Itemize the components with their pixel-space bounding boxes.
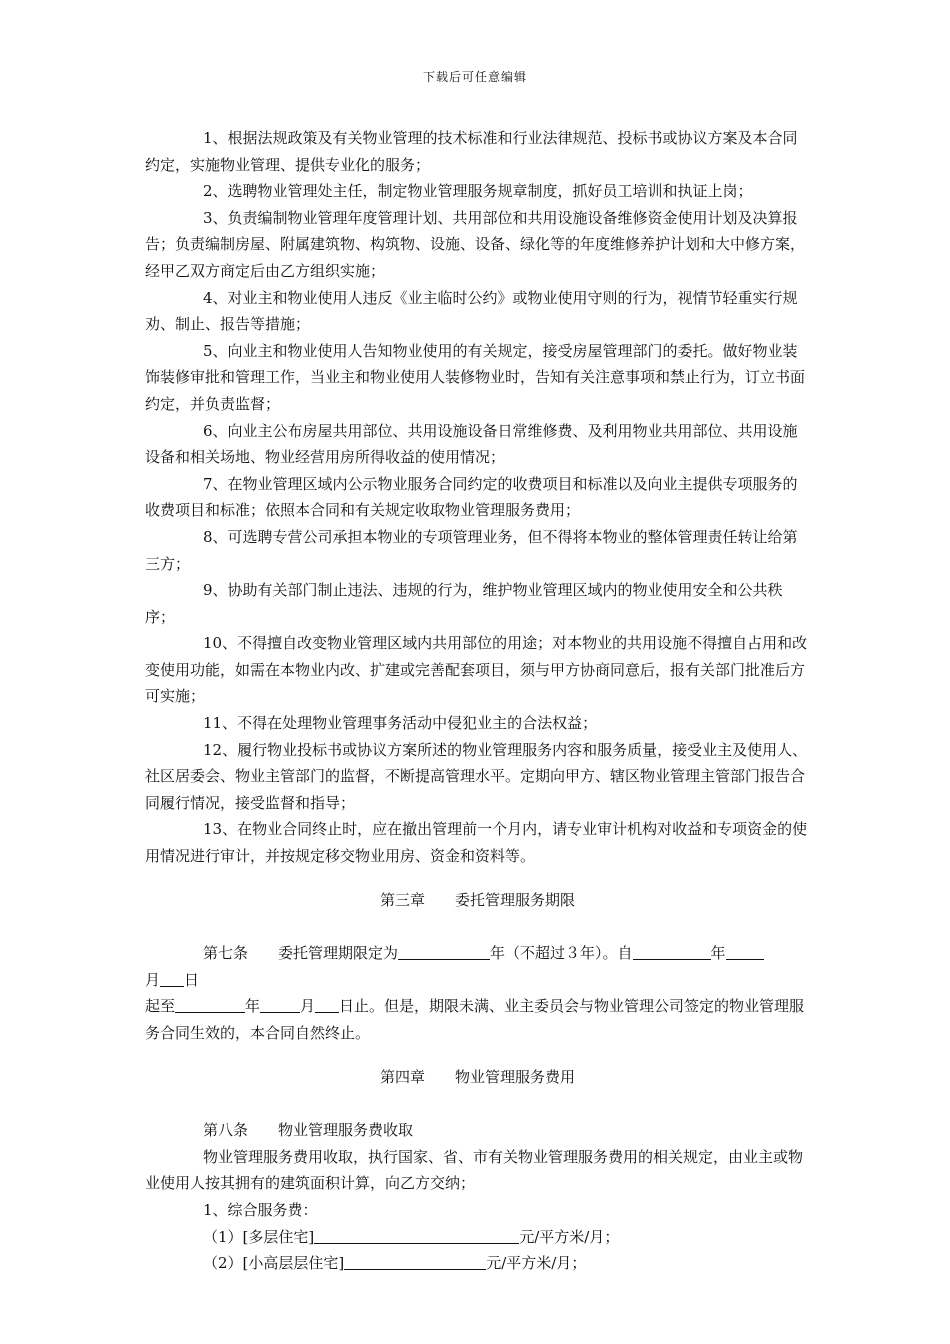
article-7-text: 日止。但是，期限未满、业主委员会与物业管理公司签定的物业管理服务合同生效的，本合同自然终止。 — [145, 997, 805, 1042]
start-day-blank[interactable] — [160, 971, 184, 987]
article-7-text: 年 — [245, 997, 261, 1016]
multistory-fee-blank[interactable] — [314, 1228, 519, 1244]
article-7-text: 月 — [145, 970, 161, 989]
article-7-text: 年 — [710, 944, 726, 963]
chapter-3-title: 第三章 委托管理服务期限 — [379, 890, 575, 909]
list-item: 12、履行物业投标书或协议方案所述的物业管理服务内容和服务质量，接受业主及使用人、社区居委会、物业主管部门的监督，不断提高管理水平。定期向甲方、辖区物业管理主管部门报告合同履行情况，接受监督和指导； — [145, 740, 808, 812]
article-7 — [145, 940, 810, 967]
fee-label: （1）[多层住宅] — [203, 1227, 315, 1246]
end-year-blank[interactable] — [175, 997, 245, 1013]
article-8-body: 物业管理服务费用收取，执行国家、省、市有关物业管理服务费用的相关规定，由业主或物业使用人按其拥有的建筑面积计算，向乙方交纳； — [145, 1147, 804, 1193]
end-day-blank[interactable] — [315, 997, 339, 1013]
article-7-head: 第七条 委托管理期限定为 — [203, 944, 399, 963]
fee-unit: 元/平方米/月； — [519, 1227, 620, 1246]
article-7-text: 年（不超过３年）。自 — [490, 944, 633, 963]
article-7-text: 日 — [184, 970, 200, 989]
start-month-blank-line[interactable] — [726, 944, 764, 960]
list-item: 8、可选聘专营公司承担本物业的专项管理业务，但不得将本物业的整体管理责任转让给第三方； — [145, 527, 798, 573]
article-8-head: 第八条 物业管理服务费收取 — [203, 1121, 414, 1140]
start-year-blank[interactable] — [633, 944, 711, 960]
list-item: 3、负责编制物业管理年度管理计划、共用部位和共用设施设备维修资金使用计划及决算报告；负责编制房屋、附属建筑物、构筑物、设施、设备、绿化等的年度维修养护计划和大中修方案，经甲乙双方商定后由乙方组织实施； — [145, 208, 806, 280]
list-item: 2、选聘物业管理处主任，制定物业管理服务规章制度，抓好员工培训和执证上岗； — [203, 182, 753, 201]
article-7-line-3 — [145, 993, 810, 1046]
list-item: 9、协助有关部门制止违法、违规的行为，维护物业管理区域内的物业使用安全和公共秩序； — [145, 581, 783, 626]
list-item: 4、对业主和物业使用人违反《业主临时公约》或物业使用守则的行为，视情节轻重实行规劝、制止、报告等措施； — [145, 288, 798, 334]
document-body — [145, 125, 810, 1277]
fee-sub-item-2 — [145, 1250, 810, 1277]
list-item: 6、向业主公布房屋共用部位、共用设施设备日常维修费、及利用物业共用部位、共用设施设备和相关场地、物业经营用房所得收益的使用情况； — [145, 421, 798, 467]
list-item: 5、向业主和物业使用人告知物业使用的有关规定，接受房屋管理部门的委托。做好物业装饰装修审批和管理工作，当业主和物业使用人装修物业时，告知有关注意事项和禁止行为，订立书面约定，并负责监督； — [145, 341, 806, 413]
page-header: 下载后可任意编辑 — [422, 70, 527, 84]
list-item: 7、在物业管理区域内公示物业服务合同约定的收费项目和标准以及向业主提供专项服务的收费项目和标准；依照本合同和有关规定收取物业管理服务费用； — [145, 474, 798, 520]
list-item: 13、在物业合同终止时，应在撤出管理前一个月内，请专业审计机构对收益和专项资金的使用情况进行审计，并按规定移交物业用房、资金和资料等。 — [145, 820, 808, 866]
article-7-text: 起至 — [145, 997, 176, 1016]
article-7-line-2 — [145, 967, 810, 994]
fee-sub-item-1 — [145, 1224, 810, 1251]
article-7-text: 月 — [300, 997, 316, 1016]
fee-label: （2）[小高层层住宅] — [203, 1254, 345, 1273]
list-item: 10、不得擅自改变物业管理区域内共用部位的用途；对本物业的共用设施不得擅自占用和改变使用功能，如需在本物业内改、扩建或完善配套项目，须与甲方协商同意后，报有关部门批准后方可实施； — [145, 634, 808, 706]
end-month-blank[interactable] — [260, 997, 300, 1013]
term-length-blank[interactable] — [398, 944, 490, 960]
list-item: 11、不得在处理物业管理事务活动中侵犯业主的合法权益； — [203, 714, 598, 733]
chapter-4-title: 第四章 物业管理服务费用 — [379, 1067, 575, 1086]
mid-rise-fee-blank[interactable] — [344, 1254, 486, 1270]
fee-unit: 元/平方米/月； — [486, 1254, 587, 1273]
fee-item-1: 1、综合服务费： — [203, 1200, 318, 1219]
list-item: 1、根据法规政策及有关物业管理的技术标准和行业法律规范、投标书或协议方案及本合同约定，实施物业管理、提供专业化的服务； — [145, 129, 798, 174]
